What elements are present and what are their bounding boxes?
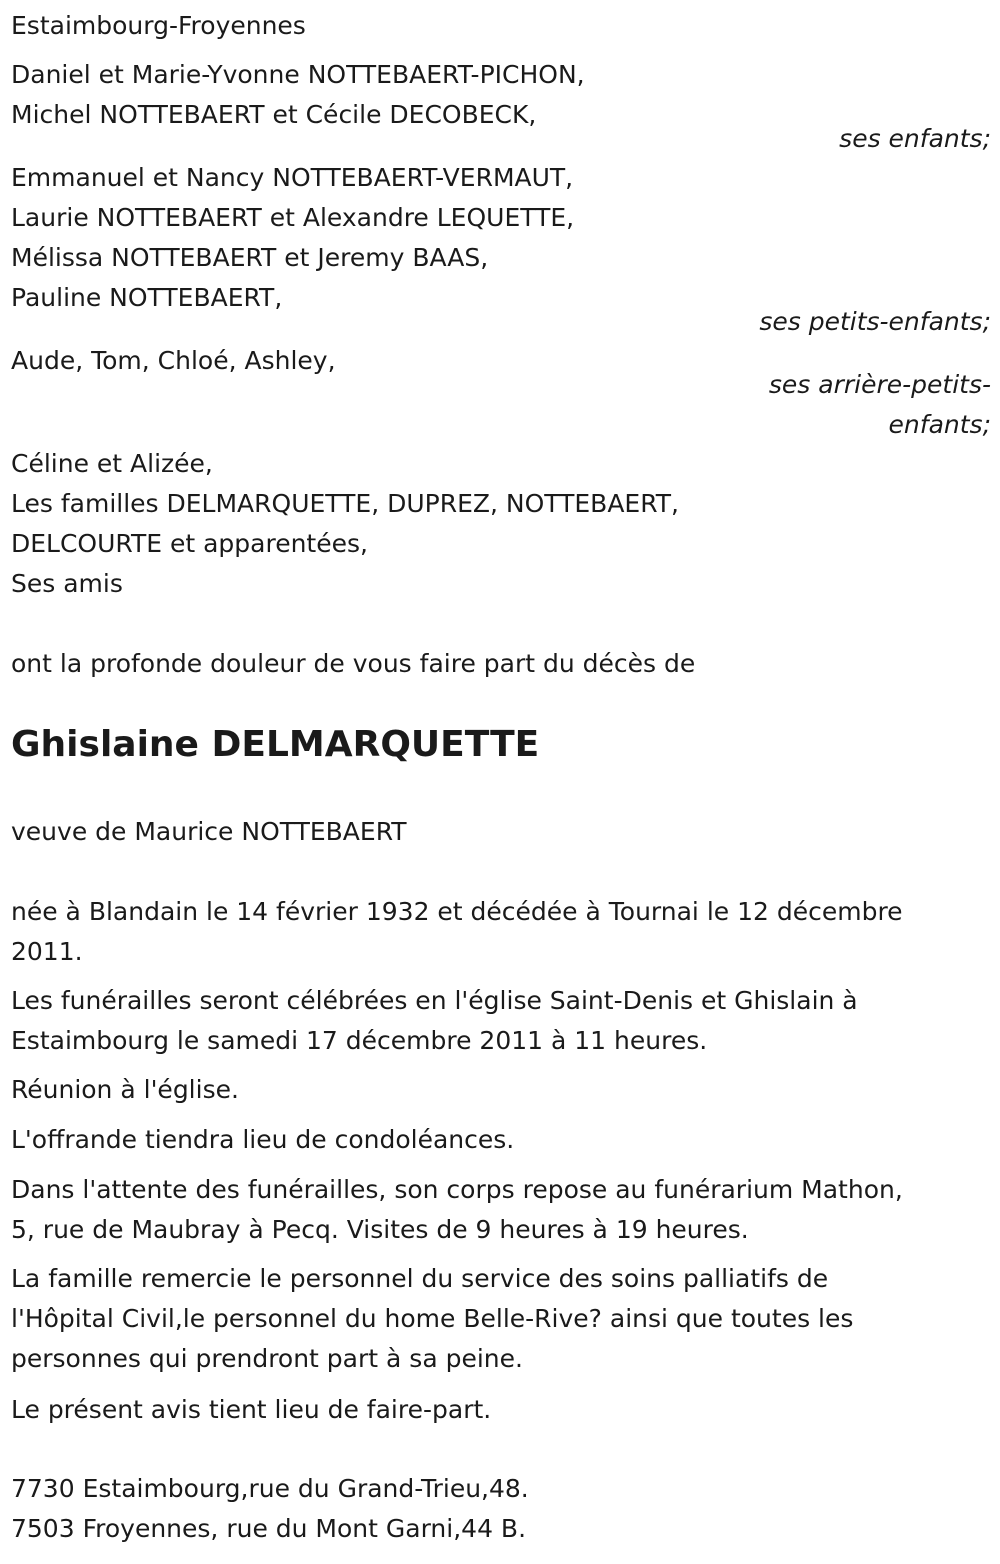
- location-heading: Estaimbourg-Froyennes: [11, 11, 306, 40]
- thanks-line: l'Hôpital Civil,le personnel du home Belle-Rive? ainsi que toutes les: [11, 1304, 854, 1333]
- address-line: 7503 Froyennes, rue du Mont Garni,44 B.: [11, 1514, 527, 1543]
- others-line: Céline et Alizée,: [11, 449, 213, 478]
- funeral-line: Estaimbourg le samedi 17 décembre 2011 à 11 heures.: [11, 1026, 708, 1055]
- widow-of: veuve de Maurice NOTTEBAERT: [11, 817, 407, 846]
- grandchildren-line: Pauline NOTTEBAERT,: [11, 283, 283, 312]
- grandchildren-line: Laurie NOTTEBAERT et Alexandre LEQUETTE,: [11, 203, 575, 232]
- announcement: ont la profonde douleur de vous faire part du décès de: [11, 649, 696, 678]
- grandchildren-line: Emmanuel et Nancy NOTTEBAERT-VERMAUT,: [11, 163, 574, 192]
- others-line: Ses amis: [11, 569, 123, 598]
- others-line: Les familles DELMARQUETTE, DUPREZ, NOTTEBAERT,: [11, 489, 679, 518]
- great-grandchildren-line: Aude, Tom, Chloé, Ashley,: [11, 346, 336, 375]
- offering-line: L'offrande tiendra lieu de condoléances.: [11, 1125, 515, 1154]
- children-line: Daniel et Marie-Yvonne NOTTEBAERT-PICHON,: [11, 60, 585, 89]
- grandchildren-line: Mélissa NOTTEBAERT et Jeremy BAAS,: [11, 243, 489, 272]
- rest-line: Dans l'attente des funérailles, son corps repose au funérarium Mathon,: [11, 1175, 903, 1204]
- deceased-name: Ghislaine DELMARQUETTE: [11, 724, 540, 765]
- birth-death-line: née à Blandain le 14 février 1932 et décédée à Tournai le 12 décembre: [11, 897, 903, 926]
- rest-line: 5, rue de Maubray à Pecq. Visites de 9 heures à 19 heures.: [11, 1215, 749, 1244]
- thanks-line: personnes qui prendront part à sa peine.: [11, 1344, 523, 1373]
- address-line: 7730 Estaimbourg,rue du Grand-Trieu,48.: [11, 1474, 529, 1503]
- children-line: Michel NOTTEBAERT et Cécile DECOBECK,: [11, 100, 537, 129]
- great-grandchildren-label: ses arrière-petits-: [768, 370, 991, 399]
- children-label: ses enfants;: [839, 124, 991, 153]
- others-line: DELCOURTE et apparentées,: [11, 529, 368, 558]
- thanks-line: La famille remercie le personnel du service des soins palliatifs de: [11, 1264, 829, 1293]
- birth-death-line: 2011.: [11, 937, 83, 966]
- funeral-line: Les funérailles seront célébrées en l'église Saint-Denis et Ghislain à: [11, 986, 858, 1015]
- reunion-line: Réunion à l'église.: [11, 1075, 239, 1104]
- grandchildren-label: ses petits-enfants;: [759, 307, 991, 336]
- notice-line: Le présent avis tient lieu de faire-part.: [11, 1395, 492, 1424]
- great-grandchildren-label: enfants;: [888, 410, 991, 439]
